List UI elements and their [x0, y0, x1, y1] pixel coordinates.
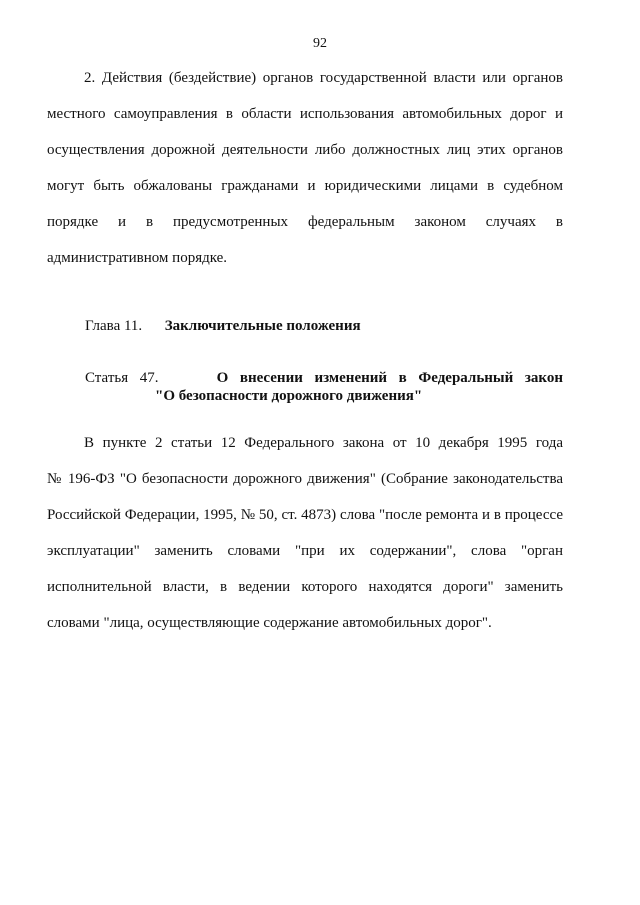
- text-line: 2. Действия (бездействие) органов государственной власти или органов: [84, 70, 563, 86]
- page-number: 92: [313, 36, 327, 51]
- text-line: местного самоуправления в области использования автомобильных дорог и: [47, 106, 563, 122]
- article-heading: [85, 369, 563, 405]
- text-line: исполнительной власти, в ведении которого находятся дороги" заменить: [47, 579, 563, 595]
- article-label: Статья 47.: [85, 370, 159, 386]
- article-title-line-2: "О безопасности дорожного движения": [155, 388, 423, 404]
- text-line: могут быть обжалованы гражданами и юридическими лицами в судебном: [47, 178, 563, 194]
- article-title-line-1: [85, 369, 563, 387]
- text-line: административном порядке.: [47, 250, 228, 266]
- text-line: осуществления дорожной деятельности либо должностных лиц этих органов: [47, 142, 563, 158]
- chapter-title: Заключительные положения: [164, 318, 361, 334]
- text-line: № 196-ФЗ "О безопасности дорожного движения" (Собрание законодательства: [47, 471, 563, 487]
- text-line: В пункте 2 статьи 12 Федерального закона от 10 декабря 1995 года: [84, 435, 563, 451]
- text-line: Российской Федерации, 1995, № 50, ст. 4873) слова "после ремонта и в процессе: [47, 507, 563, 523]
- article-body: [47, 425, 563, 641]
- text-line: эксплуатации" заменить словами "при их содержании", слова "орган: [47, 543, 563, 559]
- chapter-heading: [85, 318, 361, 335]
- paragraph-2: [47, 60, 563, 276]
- article-title-part: О внесении изменений в Федеральный закон: [216, 370, 563, 386]
- chapter-label: Глава 11.: [85, 318, 143, 334]
- text-line: словами "лица, осуществляющие содержание автомобильных дорог".: [47, 615, 492, 631]
- text-line: порядке и в предусмотренных федеральным законом случаях в: [47, 214, 563, 230]
